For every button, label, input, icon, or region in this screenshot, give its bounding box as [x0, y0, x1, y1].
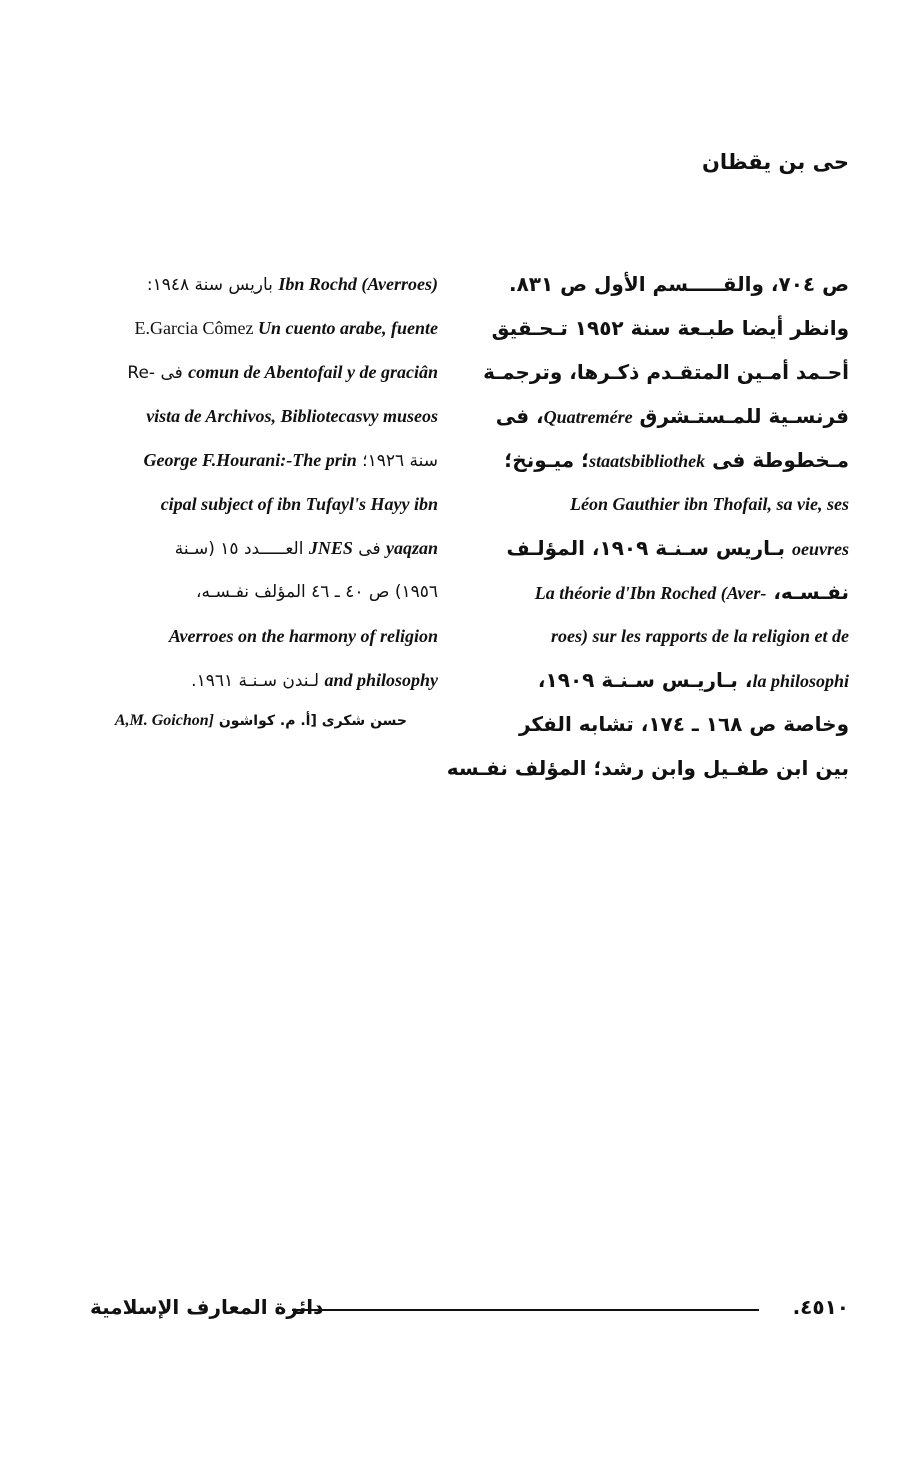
footer-divider — [292, 1309, 759, 1311]
latin-term: Quatremére — [543, 407, 633, 427]
latin-term: cipal subject of ibn Tufayl's Hayy ibn — [160, 494, 438, 514]
latin-term: comun de Abentofail y de graciân — [188, 362, 438, 382]
text-line — [83, 482, 438, 526]
text-line — [491, 306, 849, 350]
text-line — [494, 482, 849, 526]
line-text: بين ابن طفـيل وابن رشد؛ المؤلف نفـسه — [446, 756, 849, 780]
line-text: باريس سنة ١٩٤٨: — [146, 275, 279, 295]
line-text: ، فى — [495, 404, 544, 428]
text-line — [83, 614, 438, 658]
line-text: فى — [352, 539, 386, 559]
signature-arabic: حسن شكرى [أ. م. كواشون — [218, 713, 407, 729]
footer-title: دائرة المعارف الإسلامية — [90, 1295, 324, 1319]
text-line — [494, 262, 849, 306]
running-title: حى بن يقظان — [701, 150, 849, 174]
text-line — [494, 438, 849, 482]
page-footer — [72, 1295, 849, 1323]
page-number: ٤٥١٠. — [792, 1295, 849, 1319]
latin-term: vista de Archivos, Bibliotecasvy museos — [146, 406, 438, 426]
line-text: ص ٧٠٤، والقـــــسم الأول ص ٨٣١. — [508, 272, 849, 296]
text-line — [83, 350, 438, 394]
text-line — [494, 614, 849, 658]
text-line — [494, 702, 849, 746]
latin-term: George F.Hourani:-The prin — [143, 450, 357, 470]
latin-term: Un cuento arabe, fuente — [258, 318, 438, 338]
left-column — [83, 262, 438, 702]
line-text: نفـسـه، — [766, 580, 849, 604]
text-line — [83, 306, 438, 350]
text-line — [83, 526, 438, 570]
signature-latin: A,M. Goichon] — [114, 712, 214, 729]
latin-term: JNES — [308, 538, 353, 558]
line-text: ؛ ميـونخ؛ — [504, 448, 590, 472]
line-text: ١٩٥٦) ص ٤٠ ـ ٤٦ المؤلف نفـسـه، — [195, 582, 438, 602]
latin-term: staatsbibliothek — [589, 451, 706, 471]
line-text: أحـمد أمـين المتقـدم ذكـرها، وترجمـة — [483, 360, 849, 384]
line-text: وانظر أيضا طبـعة سنة ١٩٥٢ تـحـقيق — [491, 316, 849, 340]
text-line — [83, 570, 438, 614]
latin-term: oeuvres — [792, 539, 849, 559]
text-line — [494, 570, 849, 614]
text-line — [83, 438, 438, 482]
line-text: مـخطوطة فى — [705, 448, 849, 472]
text-line — [83, 394, 438, 438]
line-text: بـاريس سـنـة ١٩٠٩، المؤلـف — [506, 536, 792, 560]
line-text: وخاصة ص ١٦٨ ـ ١٧٤، تشابه الفكر — [518, 712, 849, 736]
text-line — [494, 394, 849, 438]
latin-term: La théorie d'Ibn Roched (Aver- — [534, 583, 767, 603]
text-line — [83, 658, 438, 702]
latin-term: and philosophy — [324, 670, 438, 690]
text-line — [494, 526, 849, 570]
line-text: فرنسـية للمـستـشرق — [632, 404, 849, 428]
line-text: ، بـاريـس سـنـة ١٩٠٩، — [537, 668, 753, 692]
line-text: لـندن سـنـة ١٩٦١. — [191, 671, 325, 691]
latin-term: Ibn Rochd (Averroes) — [278, 274, 438, 294]
author-signature — [115, 712, 407, 730]
latin-term: yaqzan — [385, 538, 438, 558]
line-text: العـــــدد ١٥ (سـنة — [174, 539, 309, 559]
line-text: E.Garcia Cômez — [134, 318, 258, 338]
text-line — [494, 658, 849, 702]
latin-term: roes) sur les rapports de la religion et de — [550, 626, 849, 646]
latin-term: la philosophi — [752, 671, 849, 691]
text-line — [83, 262, 438, 306]
text-line — [483, 350, 849, 394]
latin-term: Léon Gauthier ibn Thofail, sa vie, ses — [569, 494, 849, 514]
right-column — [446, 262, 849, 790]
line-text: سنة ١٩٢٦؛ — [356, 451, 438, 471]
line-text: فى -Re — [127, 363, 189, 383]
text-line — [446, 746, 849, 790]
latin-term: Averroes on the harmony of religion — [168, 626, 438, 646]
